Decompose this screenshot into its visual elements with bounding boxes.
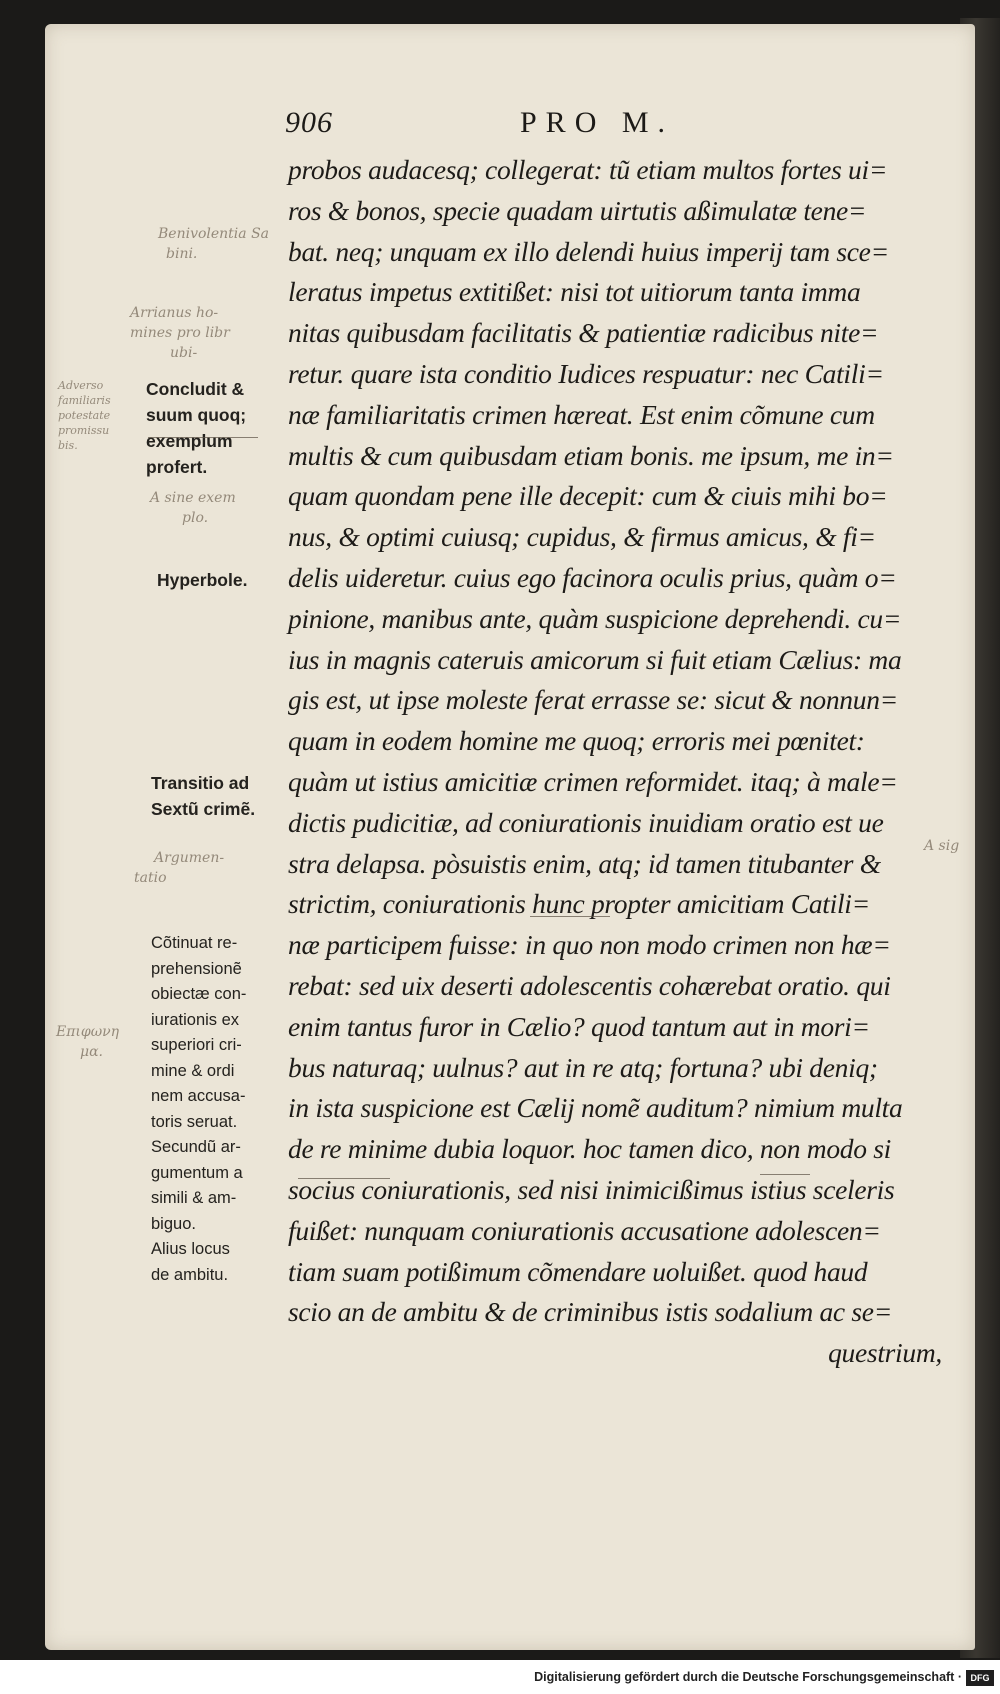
text-line: bat. neq; unquam ex illo delendi huius imperij tam sce= xyxy=(288,235,889,267)
handwritten-note xyxy=(130,303,230,363)
margin-note-line: nem accusa- xyxy=(151,1087,246,1105)
text-line: de re minime dubia loquor. hoc tamen dico, non modo si xyxy=(288,1133,891,1165)
pen-underline xyxy=(760,1174,810,1175)
margin-note-line: gumentum a xyxy=(151,1163,243,1182)
margin-note-line: Secundũ ar- xyxy=(151,1138,241,1156)
text-line: næ familiaritatis crimen hæreat. Est enim cõmune cum xyxy=(288,398,875,430)
text-line: rebat: sed uix deserti adolescentis cohærebat oratio. qui xyxy=(288,969,891,1001)
text-line: ius in magnis cateruis amicorum si fuit etiam Cælius: ma xyxy=(288,643,902,675)
text-line: in ista suspicione est Cælij nomẽ auditum? nimium multa xyxy=(288,1092,903,1124)
footer-bar xyxy=(0,1664,1000,1694)
margin-note-line: exemplum xyxy=(146,431,233,451)
margin-note-line: toris seruat. xyxy=(151,1112,238,1131)
margin-note-line: Concludit & xyxy=(146,379,245,399)
text-line: quàm ut istius amicitiæ crimen reformidet. itaq; à male= xyxy=(288,765,898,797)
margin-note-line: Hyperbole. xyxy=(157,570,248,590)
margin-note-line: mine & ordi xyxy=(151,1061,235,1080)
text-line: pinione, manibus ante, quàm suspicione deprehendi. cu= xyxy=(288,602,902,634)
pen-underline xyxy=(530,916,610,917)
text-line: tiam suam potißimum cõmendare uoluißet. quod haud xyxy=(288,1255,868,1287)
text-line: strictim, coniurationis hunc propter amicitiam Catili= xyxy=(288,888,870,920)
handwritten-line: ubi- xyxy=(170,345,198,361)
handwritten-line: Arrianus ho- xyxy=(130,305,219,321)
handwritten-line: plo. xyxy=(182,510,209,526)
handwritten-line: bis. xyxy=(58,439,78,452)
handwritten-line: bini. xyxy=(166,246,198,262)
handwritten-line: familiaris xyxy=(58,394,111,407)
margin-note-line: Cõtinuat re- xyxy=(151,934,238,952)
text-line: leratus impetus extitißet: nisi tot uitiorum tanta imma xyxy=(288,276,861,308)
margin-note-line: iurationis ex xyxy=(151,1010,240,1029)
text-line: quam quondam pene ille decepit: cum & ciuis mihi bo= xyxy=(288,480,888,512)
handwritten-line: A sig xyxy=(924,838,960,854)
dfg-logo: DFG xyxy=(966,1670,994,1686)
margin-note-line: Transitio ad xyxy=(151,773,250,793)
main-text-block xyxy=(288,150,958,1374)
handwritten-note xyxy=(158,224,269,264)
text-line: nus, & optimi cuiusq; cupidus, & firmus amicus, & fi= xyxy=(288,521,876,553)
margin-note-line: simili & am- xyxy=(151,1189,237,1207)
margin-note-line: profert. xyxy=(146,457,208,477)
page-number: 906 xyxy=(285,106,333,139)
footer-credit: Digitalisierung gefördert durch die Deutsche Forschungsgemeinschaft · xyxy=(534,1670,962,1684)
handwritten-note xyxy=(56,1022,119,1062)
text-line: scio an de ambitu & de criminibus istis sodalium ac se= xyxy=(288,1296,892,1328)
pen-underline xyxy=(148,437,258,438)
text-line: stra delapsa. pòsuistis enim, atq; id tamen titubanter & xyxy=(288,847,881,879)
handwritten-line: potestate xyxy=(58,409,111,422)
text-line: nitas quibusdam facilitatis & patientiæ radicibus nite= xyxy=(288,317,879,349)
handwritten-line: mines pro libr xyxy=(130,325,230,341)
margin-note-line: de ambitu. xyxy=(151,1265,229,1284)
handwritten-line: Adverso xyxy=(58,379,104,392)
margin-note-line: Sextũ crimẽ. xyxy=(151,799,256,819)
pen-underline xyxy=(298,1178,390,1179)
text-line: næ participem fuisse: in quo non modo crimen non hæ= xyxy=(288,929,891,961)
text-line: ros & bonos, specie quadam uirtutis aßimulatæ tene= xyxy=(288,194,867,226)
text-line: dictis pudicitiæ, ad coniurationis inuidiam oratio est ue xyxy=(288,806,884,838)
margin-note-line: obiectæ con- xyxy=(151,985,247,1003)
text-line: socius coniurationis, sed nisi inimicißimus istius sceleris xyxy=(288,1173,895,1205)
margin-note-line: suum quoq; xyxy=(146,405,247,425)
handwritten-line: Benivolentia Sa xyxy=(158,226,270,242)
margin-note-line: Alius locus xyxy=(151,1240,230,1258)
margin-note-continuat xyxy=(151,931,246,1288)
margin-note-line: prehensionẽ xyxy=(151,959,242,978)
margin-note-line: superiori cri- xyxy=(151,1036,242,1054)
margin-note-transitio xyxy=(151,770,255,822)
handwritten-line: Argumen- xyxy=(154,850,225,866)
handwritten-note xyxy=(58,378,111,453)
text-line: multis & cum quibusdam etiam bonis. me ipsum, me in= xyxy=(288,439,894,471)
handwritten-line: A sine exem xyxy=(150,490,236,506)
text-line: retur. quare ista conditio Iudices respuatur: nec Catili= xyxy=(288,357,884,389)
text-line: enim tantus furor in Cælio? quod tantum aut in mori= xyxy=(288,1010,870,1042)
handwritten-line: tatio xyxy=(134,870,167,886)
handwritten-line: Επιφωνη xyxy=(56,1024,120,1040)
handwritten-note xyxy=(924,836,959,856)
text-line: delis uideretur. cuius ego facinora oculis prius, quàm o= xyxy=(288,561,897,593)
margin-note-hyperbole xyxy=(157,567,247,593)
text-line: probos audacesq; collegerat: tũ etiam multos fortes ui= xyxy=(288,154,888,185)
handwritten-line: promissu xyxy=(58,424,110,437)
running-head: PRO M. xyxy=(520,106,675,139)
handwritten-note xyxy=(150,488,236,528)
catchword: questrium, xyxy=(828,1337,942,1369)
text-line: bus naturaq; uulnus? aut in re atq; fortuna? ubi deniq; xyxy=(288,1051,878,1083)
margin-note-concludit xyxy=(146,376,246,480)
text-line: gis est, ut ipse moleste ferat errasse se: sicut & nonnun= xyxy=(288,684,898,716)
text-line: fuißet: nunquam coniurationis accusatione adolescen= xyxy=(288,1214,881,1246)
margin-note-line: biguo. xyxy=(151,1214,196,1233)
handwritten-line: μα. xyxy=(80,1044,104,1060)
handwritten-note xyxy=(134,848,224,888)
text-line: quam in eodem homine me quoq; erroris mei pœnitet: xyxy=(288,725,865,757)
